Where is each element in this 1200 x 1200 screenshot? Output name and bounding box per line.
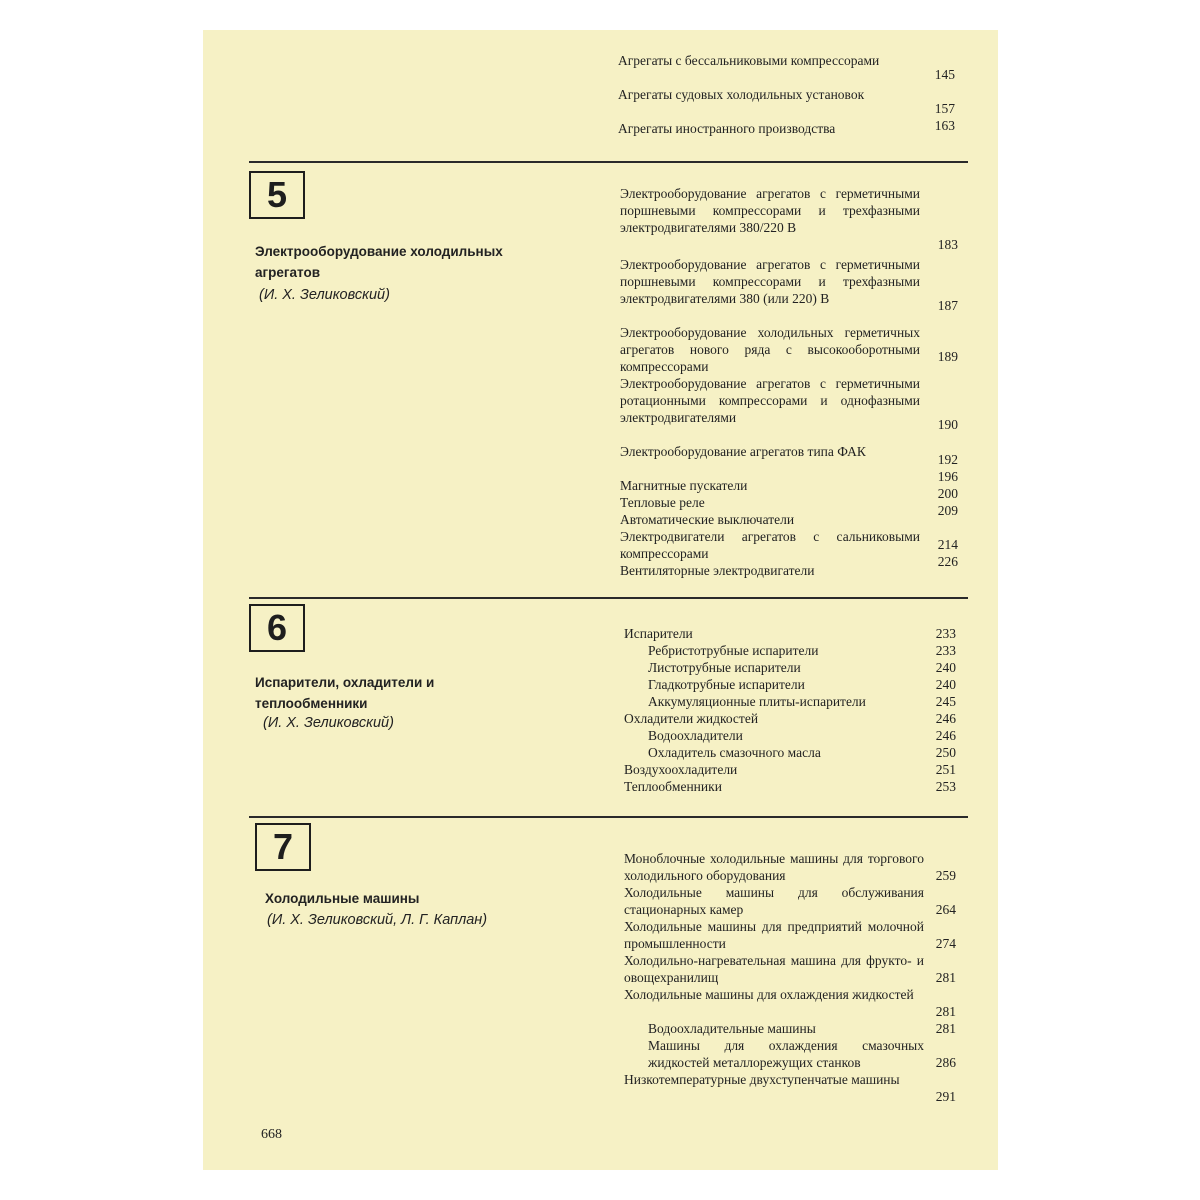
toc-entry-page: 274 <box>935 936 956 951</box>
toc-entry-text: Электрооборудование агрегатов типа ФАК <box>620 444 866 459</box>
toc-chapter-6 <box>624 625 964 800</box>
toc-entry-text: Холодильные машины для предприятий молочной промышленности <box>624 919 924 951</box>
toc-entry-text: Агрегаты с бессальниковыми компрессорами <box>618 53 880 68</box>
section-divider <box>249 161 968 163</box>
toc-entry-text: Вентиляторные электродвигатели <box>620 563 815 578</box>
toc-entry-page: 253 <box>935 779 956 794</box>
toc-entry-page: 264 <box>935 902 956 917</box>
toc-entry-page: 189 <box>937 349 958 364</box>
toc-entry-page: 259 <box>935 868 956 883</box>
toc-entry-text: Аккумуляционные плиты-испарители <box>648 694 866 709</box>
toc-entry-page: 196 <box>937 469 958 484</box>
toc-entry-text: Моноблочные холодильные машины для торгового холодильного оборудования <box>624 851 924 883</box>
toc-entry-text: Холодильно-нагревательная машина для фрукто- и овощехранилищ <box>624 953 924 985</box>
page-number: 668 <box>261 1127 282 1142</box>
toc-entry-page: 240 <box>935 660 956 675</box>
toc-entry-page: 291 <box>935 1089 956 1104</box>
toc-entry-text: Гладкотрубные испарители <box>648 677 805 692</box>
chapter-title: Холодильные машины <box>265 891 420 906</box>
toc-entry-page: 163 <box>934 118 955 133</box>
toc-entry-page: 250 <box>935 745 956 760</box>
section-divider <box>249 816 968 818</box>
chapter-title: Испарители, охладители и теплообменники <box>255 675 435 711</box>
toc-top-block <box>618 52 955 162</box>
toc-entry-text: Ребристотрубные испарители <box>648 643 819 658</box>
chapter-title: Электрооборудование холодильных агрегатов <box>255 244 503 280</box>
chapter-number-box: 5 <box>249 171 305 219</box>
toc-chapter-5 <box>620 185 960 578</box>
toc-entry-page: 233 <box>935 626 956 641</box>
toc-entry-page: 286 <box>935 1055 956 1070</box>
toc-entry-page: 214 <box>937 537 958 552</box>
toc-entry-page: 157 <box>934 101 955 116</box>
toc-entry-text: Холодильные машины для охлаждения жидкостей <box>624 987 914 1002</box>
toc-entry-page: 190 <box>937 417 958 432</box>
toc-entry-text: Воздухоохладители <box>624 762 738 777</box>
section-divider <box>249 597 968 599</box>
toc-entry-text: Листотрубные испарители <box>648 660 801 675</box>
toc-entry-text: Магнитные пускатели <box>620 478 748 493</box>
toc-entry-page: 192 <box>937 452 958 467</box>
toc-entry-page: 233 <box>935 643 956 658</box>
toc-entry-page: 200 <box>937 486 958 501</box>
book-page <box>203 30 998 1170</box>
toc-entry-text: Автоматические выключатели <box>620 512 795 527</box>
chapter-author: (И. Х. Зеликовский) <box>263 715 394 731</box>
toc-entry-page: 251 <box>935 762 956 777</box>
toc-entry-page: 246 <box>935 711 956 726</box>
toc-entry-page: 187 <box>937 298 958 313</box>
chapter-number-box: 6 <box>249 604 305 652</box>
toc-entry-page: 183 <box>937 237 958 252</box>
toc-entry-text: Теплообменники <box>624 779 722 794</box>
toc-entry-text: Электрооборудование агрегатов с герметичными ротационными компрессорами и однофазными электродвигателями <box>620 376 920 425</box>
toc-entry-page: 240 <box>935 677 956 692</box>
toc-entry-text: Машины для охлаждения смазочных жидкостей металлорежущих станков <box>648 1038 924 1070</box>
chapter-author: (И. Х. Зеликовский, Л. Г. Каплан) <box>267 912 488 928</box>
toc-entry-page: 281 <box>935 1021 956 1036</box>
toc-entry-page: 145 <box>934 67 955 82</box>
toc-entry-text: Электродвигатели агрегатов с сальниковыми компрессорами <box>620 529 920 561</box>
toc-entry-page: 209 <box>937 503 958 518</box>
toc-entry-text: Холодильные машины для обслуживания стационарных камер <box>624 885 924 917</box>
chapter-author: (И. Х. Зеликовский) <box>259 287 390 303</box>
toc-entry-text: Агрегаты судовых холодильных установок <box>618 87 865 102</box>
toc-entry-page: 246 <box>935 728 956 743</box>
toc-chapter-7 <box>624 850 964 1110</box>
toc-entry-page: 226 <box>937 554 958 569</box>
toc-entry-text: Электрооборудование агрегатов с герметичными поршневыми компрессорами и трехфазными электродвигателями 380/220 В <box>620 186 920 235</box>
toc-entry-page: 245 <box>935 694 956 709</box>
toc-entry-page: 281 <box>935 970 956 985</box>
toc-entry-text: Испарители <box>624 626 693 641</box>
toc-entry-text: Электрооборудование холодильных герметичных агрегатов нового ряда с высокооборотными компрессорами <box>620 325 920 374</box>
toc-entry-text: Электрооборудование агрегатов с герметичными поршневыми компрессорами и трехфазными электродвигателями 380 (или 220) В <box>620 257 920 306</box>
toc-entry-text: Охладитель смазочного масла <box>648 745 821 760</box>
toc-entry-page: 281 <box>935 1004 956 1019</box>
toc-entry-text: Тепловые реле <box>620 495 705 510</box>
toc-entry-text: Охладители жидкостей <box>624 711 759 726</box>
chapter-number-box: 7 <box>255 823 311 871</box>
toc-entry-text: Агрегаты иностранного производства <box>618 121 836 136</box>
toc-entry-text: Водоохладительные машины <box>648 1021 816 1036</box>
toc-entry-text: Водоохладители <box>648 728 743 743</box>
toc-entry-text: Низкотемпературные двухступенчатые машины <box>624 1072 900 1087</box>
